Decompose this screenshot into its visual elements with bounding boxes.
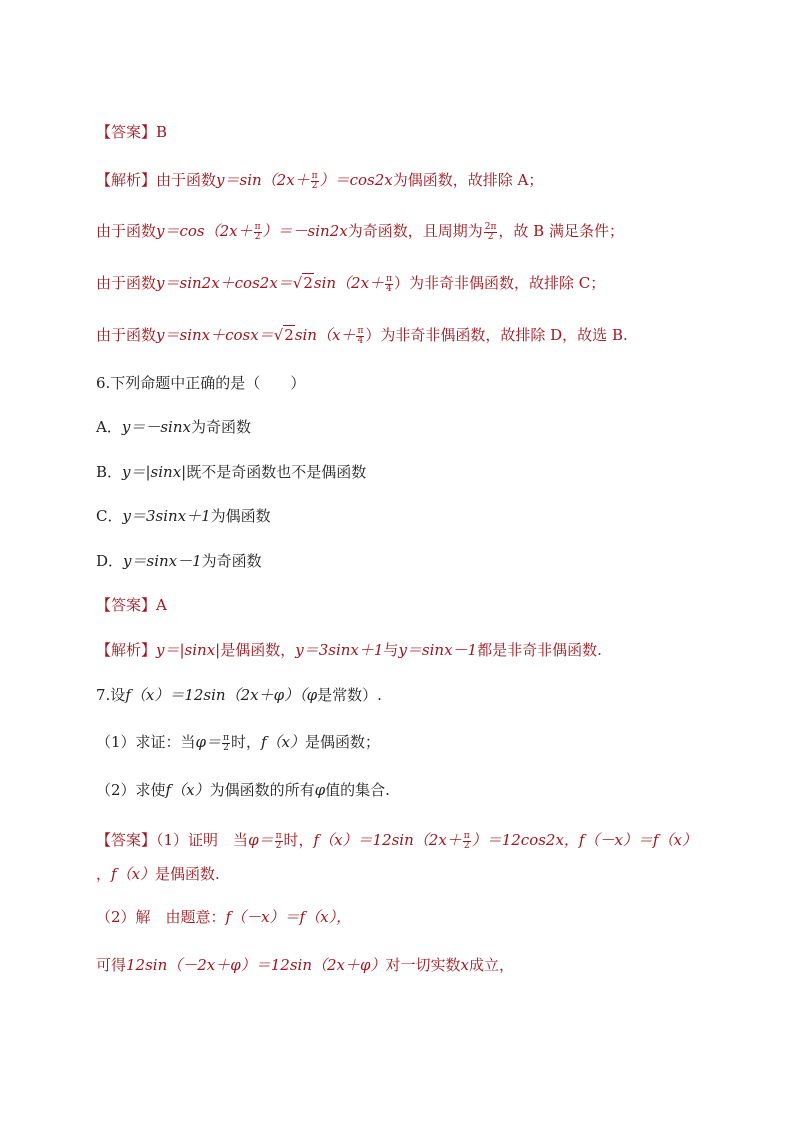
q7-answer-line-3 (96, 954, 736, 976)
fraction (254, 223, 262, 242)
q5-analysis-line-1 (96, 169, 736, 191)
frac-num: 2π (484, 221, 497, 232)
q6-stem: 6.下列命题中正确的是（ ） (96, 374, 306, 392)
q6-option-b (96, 461, 736, 483)
text: 时， (283, 831, 314, 849)
q7-part-1 (96, 731, 736, 753)
math-expr: ）＝－sin2x (262, 222, 348, 240)
q5-analysis-line-2 (96, 220, 736, 242)
text: （1）证明 当 (156, 831, 249, 849)
option-text: 为偶函数 (210, 507, 271, 525)
q7-answer-line-1 (96, 829, 736, 851)
frac-den: 2 (254, 231, 261, 242)
text: 为奇函数，且周期为 (347, 222, 483, 240)
math-expr: ）＝cos2x (319, 171, 393, 189)
text: 是偶函数， (220, 641, 296, 659)
sqrt (293, 272, 314, 294)
answer-tag: 【答案】 (96, 831, 157, 849)
math-expr: y＝sinx－1 (398, 641, 478, 659)
frac-den: 2 (275, 840, 282, 851)
math-expr: y＝3sinx＋1 (122, 507, 211, 525)
fraction (356, 327, 364, 346)
frac-num: π (311, 170, 318, 181)
math-expr: sin（x＋ (294, 326, 356, 344)
option-text: 为奇函数 (190, 418, 251, 436)
text: 都是非奇非偶函数. (477, 641, 602, 659)
frac-num: π (386, 273, 392, 284)
text: （2）解 由题意： (96, 908, 226, 926)
answer-value: A (156, 596, 167, 614)
analysis-tag: 【解析】 (96, 171, 157, 189)
math-expr: φ＝ (195, 733, 222, 751)
option-label: D． (96, 552, 124, 570)
q7-stem (96, 684, 736, 706)
math-expr: ）＝12cos2x，f（－x）＝f（x） (471, 831, 697, 849)
text: （1）求证：当 (96, 733, 196, 751)
text: 是偶函数. (155, 865, 220, 883)
q6-option-a (96, 416, 736, 438)
math-expr: f（x） (261, 733, 306, 751)
fraction (385, 275, 393, 294)
text: 是偶函数； (305, 733, 381, 751)
frac-den: 2 (223, 742, 229, 753)
q7-part-2 (96, 779, 736, 801)
text: 与 (383, 641, 399, 659)
text: 由于函数 (156, 171, 217, 189)
text: 为非奇非偶函数，故排除 D，故选 B. (380, 326, 628, 344)
q5-analysis-line-4 (96, 324, 736, 346)
text: ， (96, 865, 112, 883)
text: 可得 (96, 956, 127, 974)
option-label: C． (96, 507, 123, 525)
q6-option-d (96, 550, 736, 572)
frac-den: 4 (357, 335, 364, 346)
answer-tag: 【答案】 (96, 123, 157, 141)
math-expr: x (460, 956, 469, 974)
math-expr: sin（2x＋ (313, 274, 385, 292)
option-text: 既不是奇函数也不是偶函数 (186, 463, 367, 481)
fraction (222, 734, 230, 753)
text: 为非奇非偶函数，故排除 C； (409, 274, 606, 292)
math-expr: f（x）＝12sin（2x＋ (313, 831, 462, 849)
q6-answer-line (96, 594, 736, 616)
text: 7.设 (96, 686, 126, 704)
answer-tag: 【答案】 (96, 596, 157, 614)
math-expr: y＝－sinx (121, 418, 191, 436)
option-text: 为奇函数 (201, 552, 262, 570)
fraction (463, 832, 471, 851)
frac-num: π (357, 325, 364, 336)
text: 由于函数 (96, 274, 157, 292)
q5-analysis-line-3 (96, 272, 736, 294)
frac-num: π (463, 830, 470, 841)
analysis-tag: 【解析】 (96, 641, 157, 659)
text: 由于函数 (96, 222, 157, 240)
math-expr: ） (393, 274, 409, 292)
text: 值的集合. (325, 781, 390, 799)
math-expr: f（x） (165, 781, 210, 799)
math-expr: y＝|sinx| (156, 641, 221, 659)
fraction (311, 172, 319, 191)
frac-den: 2 (487, 231, 494, 242)
frac-den: 4 (386, 283, 392, 294)
text: 由于函数 (96, 326, 157, 344)
option-label: A． (96, 418, 122, 436)
fraction (484, 223, 498, 242)
q5-answer-line (96, 121, 736, 143)
math-expr: y＝sin2x＋cos2x＝ (156, 274, 293, 292)
math-expr: y＝3sinx＋1 (295, 641, 384, 659)
text: 为偶函数，故排除 A； (392, 171, 544, 189)
q6-option-c (96, 505, 736, 527)
fraction (275, 832, 283, 851)
math-expr: f（x）＝12sin（2x＋φ）（φ (125, 686, 318, 704)
math-expr: f（－x）＝f（x）， (225, 908, 352, 926)
math-expr: y＝sinx＋cosx＝ (156, 326, 274, 344)
sqrt-sign: √ (292, 274, 303, 292)
text: （2）求使 (96, 781, 166, 799)
math-expr: f（x） (111, 865, 156, 883)
frac-num: π (254, 221, 261, 232)
text: 是常数）. (317, 686, 382, 704)
math-expr: y＝|sinx| (122, 463, 187, 481)
q7-answer-line-1-cont (96, 863, 736, 885)
math-expr: 12sin（－2x＋φ）＝12sin（2x＋φ） (126, 956, 386, 974)
sqrt (274, 324, 295, 346)
math-expr: φ＝ (248, 831, 274, 849)
math-expr: y＝sinx－1 (123, 552, 202, 570)
option-label: B． (96, 463, 123, 481)
frac-den: 2 (463, 840, 470, 851)
math-expr: φ (314, 781, 326, 799)
q7-answer-line-2 (96, 906, 736, 928)
radicand: 2 (284, 326, 294, 344)
text: 时， (230, 733, 261, 751)
answer-value: B (156, 123, 168, 141)
frac-den: 2 (311, 180, 318, 191)
math-expr: y＝sin（2x＋ (216, 171, 310, 189)
frac-num: π (223, 732, 229, 743)
text: ，故 B 满足条件； (498, 222, 624, 240)
frac-num: π (275, 830, 282, 841)
sqrt-sign: √ (273, 326, 284, 344)
math-expr: ） (365, 326, 381, 344)
q6-analysis-line (96, 639, 736, 661)
radicand: 2 (303, 274, 313, 292)
text: 为偶函数的所有 (209, 781, 315, 799)
text: 对一切实数 (385, 956, 461, 974)
text: 成立， (469, 956, 515, 974)
math-expr: y＝cos（2x＋ (156, 222, 253, 240)
